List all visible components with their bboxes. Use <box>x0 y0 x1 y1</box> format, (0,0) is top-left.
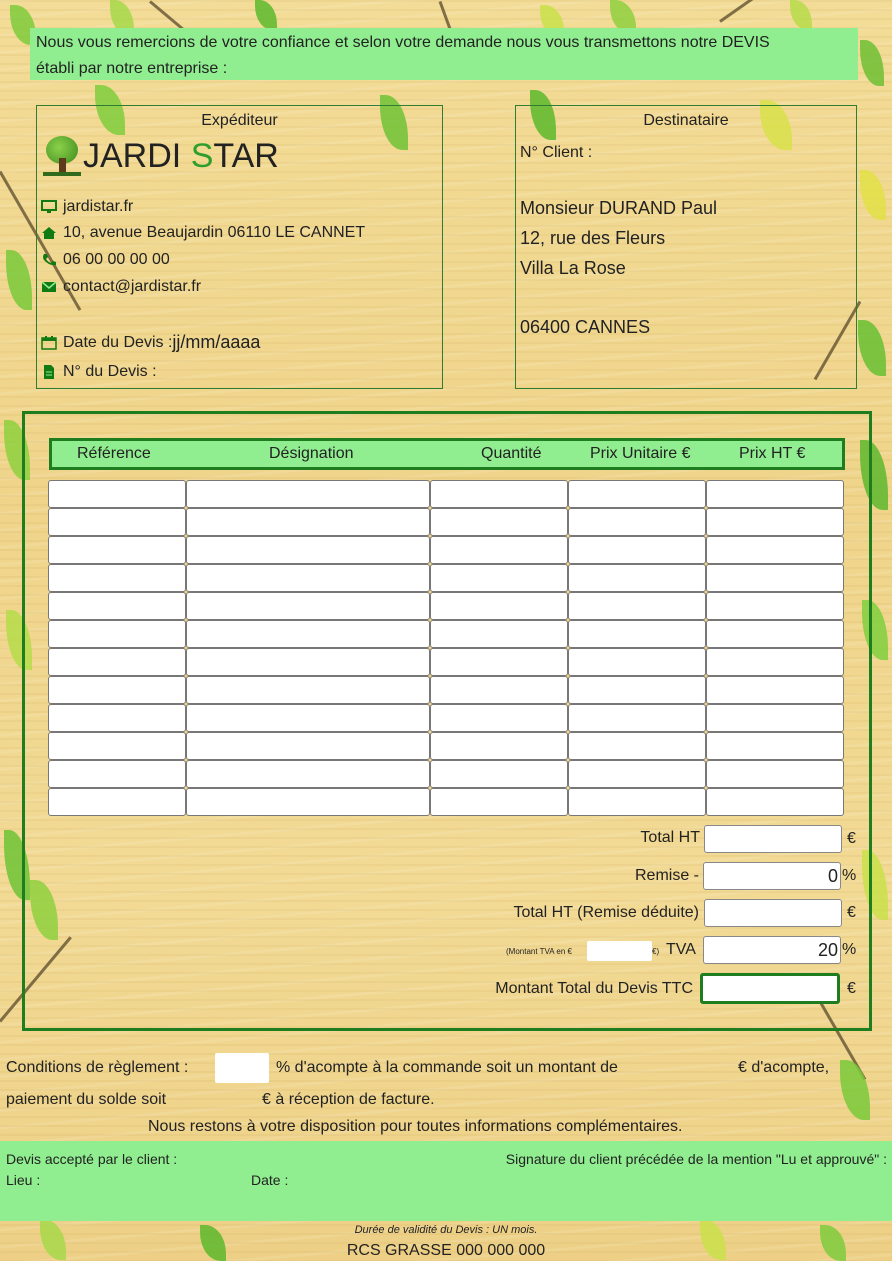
recipient-street[interactable]: 12, rue des Fleurs <box>520 228 666 248</box>
intro-banner <box>30 28 858 80</box>
cell-quantity-input[interactable] <box>430 788 568 816</box>
cell-unit-price-input[interactable] <box>568 704 706 732</box>
vat-field[interactable]: 20 <box>703 936 841 964</box>
deposit-text: % d'acompte à la commande soit un montant de <box>276 1059 618 1076</box>
quote-date <box>41 332 260 353</box>
cell-reference-input[interactable] <box>48 508 186 536</box>
table-row <box>48 760 844 788</box>
cell-designation-input[interactable] <box>186 592 430 620</box>
email-text: contact@jardistar.fr <box>63 278 202 295</box>
client-number-label: N° Client : <box>520 144 593 161</box>
header-price-ht: Prix HT € <box>739 445 806 462</box>
envelope-icon <box>41 280 57 294</box>
cell-designation-input[interactable] <box>186 788 430 816</box>
cell-unit-price-input[interactable] <box>568 732 706 760</box>
logo-text-part-2: TAR <box>213 136 279 175</box>
address-text: 10, avenue Beaujardin 06110 LE CANNET <box>63 224 366 241</box>
recipient-building[interactable]: Villa La Rose <box>520 258 626 278</box>
vat-label: TVA <box>666 941 696 958</box>
vat-percent: % <box>842 941 857 958</box>
cell-quantity-input[interactable] <box>430 620 568 648</box>
place-label: Lieu : <box>6 1172 41 1188</box>
monitor-icon <box>41 200 57 214</box>
signature-label: Signature du client précédée de la mention "Lu et approuvé" : <box>505 1151 887 1167</box>
quote-number <box>41 363 157 381</box>
phone-icon <box>41 253 57 267</box>
cell-unit-price-input[interactable] <box>568 760 706 788</box>
validity-note: Durée de validité du Devis : UN mois. <box>354 1224 538 1236</box>
website-text: jardistar.fr <box>63 198 134 215</box>
date-label: Date : <box>251 1172 289 1188</box>
cell-quantity-input[interactable] <box>430 480 568 508</box>
cell-designation-input[interactable] <box>186 676 430 704</box>
logo-text-part-1: JARDI <box>83 136 191 175</box>
cell-reference-input[interactable] <box>48 732 186 760</box>
total-ht-euro: € <box>847 830 856 847</box>
phone-text: 06 00 00 00 00 <box>63 251 170 268</box>
recipient-name[interactable]: Monsieur DURAND Paul <box>520 198 718 218</box>
cell-quantity-input[interactable] <box>430 732 568 760</box>
cell-unit-price-input[interactable] <box>568 648 706 676</box>
cell-designation-input[interactable] <box>186 536 430 564</box>
cell-unit-price-input[interactable] <box>568 508 706 536</box>
cell-designation-input[interactable] <box>186 508 430 536</box>
total-ht-field[interactable] <box>704 825 842 853</box>
cell-quantity-input[interactable] <box>430 508 568 536</box>
cell-designation-input[interactable] <box>186 760 430 788</box>
cell-unit-price-input[interactable] <box>568 592 706 620</box>
header-reference: Référence <box>77 445 151 462</box>
total-after-discount-label: Total HT (Remise déduite) <box>513 904 699 921</box>
cell-price-ht-input[interactable] <box>706 536 844 564</box>
cell-price-ht-input[interactable] <box>706 480 844 508</box>
home-icon <box>41 226 57 240</box>
cell-reference-input[interactable] <box>48 620 186 648</box>
table-row <box>48 620 844 648</box>
table-row <box>48 592 844 620</box>
cell-quantity-input[interactable] <box>430 536 568 564</box>
sender-title: Expéditeur <box>201 112 278 129</box>
cell-reference-input[interactable] <box>48 480 186 508</box>
deposit-suffix: € d'acompte, <box>738 1059 830 1076</box>
accepted-label: Devis accepté par le client : <box>6 1151 178 1167</box>
total-ht-label: Total HT <box>640 829 700 846</box>
table-row <box>48 732 844 760</box>
cell-reference-input[interactable] <box>48 704 186 732</box>
sender-website <box>41 198 133 216</box>
deposit-percent-field[interactable] <box>215 1053 269 1083</box>
balance-suffix: € à réception de facture. <box>262 1091 435 1108</box>
vat-amount-suffix: €) <box>652 947 660 956</box>
quote-date-label: Date du Devis : <box>63 333 173 351</box>
logo-text-s: S <box>190 136 214 175</box>
cell-quantity-input[interactable] <box>430 564 568 592</box>
calendar-icon <box>41 336 57 350</box>
discount-percent: % <box>842 867 857 884</box>
sender-box <box>36 105 443 389</box>
cell-unit-price-input[interactable] <box>568 788 706 816</box>
cell-quantity-input[interactable] <box>430 676 568 704</box>
cell-price-ht-input[interactable] <box>706 648 844 676</box>
company-logo <box>43 136 279 176</box>
cell-designation-input[interactable] <box>186 620 430 648</box>
intro-line-2: établi par notre entreprise : <box>36 60 228 77</box>
cell-price-ht-input[interactable] <box>706 704 844 732</box>
cell-designation-input[interactable] <box>186 564 430 592</box>
table-row <box>48 564 844 592</box>
cell-reference-input[interactable] <box>48 536 186 564</box>
table-row <box>48 676 844 704</box>
conditions-label: Conditions de règlement : <box>6 1059 189 1076</box>
cell-reference-input[interactable] <box>48 564 186 592</box>
grand-total-euro: € <box>847 980 856 997</box>
cell-price-ht-input[interactable] <box>706 760 844 788</box>
table-row <box>48 480 844 508</box>
recipient-title: Destinataire <box>643 112 729 129</box>
table-row <box>48 536 844 564</box>
total-after-discount-field[interactable] <box>704 899 842 927</box>
recipient-city[interactable]: 06400 CANNES <box>520 317 651 337</box>
tree-logo-icon <box>43 136 81 176</box>
cell-designation-input[interactable] <box>186 648 430 676</box>
balance-prefix: paiement du solde soit <box>6 1091 167 1108</box>
cell-unit-price-input[interactable] <box>568 620 706 648</box>
cell-price-ht-input[interactable] <box>706 508 844 536</box>
table-row <box>48 704 844 732</box>
header-unit-price: Prix Unitaire € <box>590 445 691 462</box>
total-after-discount-euro: € <box>847 904 856 921</box>
cell-unit-price-input[interactable] <box>568 676 706 704</box>
quote-number-label: N° du Devis : <box>63 363 157 380</box>
sender-address <box>41 224 365 242</box>
cell-quantity-input[interactable] <box>430 760 568 788</box>
cell-reference-input[interactable] <box>48 676 186 704</box>
cell-designation-input[interactable] <box>186 732 430 760</box>
table-row <box>48 508 844 536</box>
acceptance-band <box>0 1141 892 1221</box>
rcs-number: RCS GRASSE 000 000 000 <box>346 1242 546 1259</box>
table-row <box>48 788 844 816</box>
logo-text <box>83 137 279 176</box>
cell-quantity-input[interactable] <box>430 704 568 732</box>
cell-unit-price-input[interactable] <box>568 536 706 564</box>
cell-reference-input[interactable] <box>48 788 186 816</box>
discount-label: Remise - <box>634 867 699 884</box>
vat-amount-field[interactable] <box>587 941 652 961</box>
cell-price-ht-input[interactable] <box>706 620 844 648</box>
cell-unit-price-input[interactable] <box>568 480 706 508</box>
cell-price-ht-input[interactable] <box>706 732 844 760</box>
header-designation: Désignation <box>269 445 354 462</box>
document-icon <box>41 365 57 379</box>
cell-reference-input[interactable] <box>48 760 186 788</box>
cell-price-ht-input[interactable] <box>706 592 844 620</box>
line-items-grid <box>48 480 844 816</box>
table-header <box>49 438 845 470</box>
recipient-box <box>515 105 857 389</box>
sender-email <box>41 278 201 296</box>
table-row <box>48 648 844 676</box>
cell-quantity-input[interactable] <box>430 592 568 620</box>
cell-reference-input[interactable] <box>48 592 186 620</box>
vat-amount-prefix: (Montant TVA en € <box>506 947 572 956</box>
cell-reference-input[interactable] <box>48 648 186 676</box>
intro-line-1: Nous vous remercions de votre confiance et selon votre demande nous vous transmettons notre DEVIS <box>36 34 770 51</box>
header-quantity: Quantité <box>481 445 542 462</box>
cell-price-ht-input[interactable] <box>706 788 844 816</box>
cell-price-ht-input[interactable] <box>706 564 844 592</box>
cell-unit-price-input[interactable] <box>568 564 706 592</box>
quote-date-value[interactable]: jj/mm/aaaa <box>172 332 261 352</box>
cell-designation-input[interactable] <box>186 480 430 508</box>
cell-designation-input[interactable] <box>186 704 430 732</box>
discount-field[interactable]: 0 <box>703 862 841 890</box>
grand-total-label: Montant Total du Devis TTC <box>495 980 693 997</box>
cell-price-ht-input[interactable] <box>706 676 844 704</box>
sender-phone <box>41 251 170 269</box>
grand-total-field[interactable] <box>700 973 840 1004</box>
cell-quantity-input[interactable] <box>430 648 568 676</box>
contact-note: Nous restons à votre disposition pour toutes informations complémentaires. <box>148 1118 683 1135</box>
